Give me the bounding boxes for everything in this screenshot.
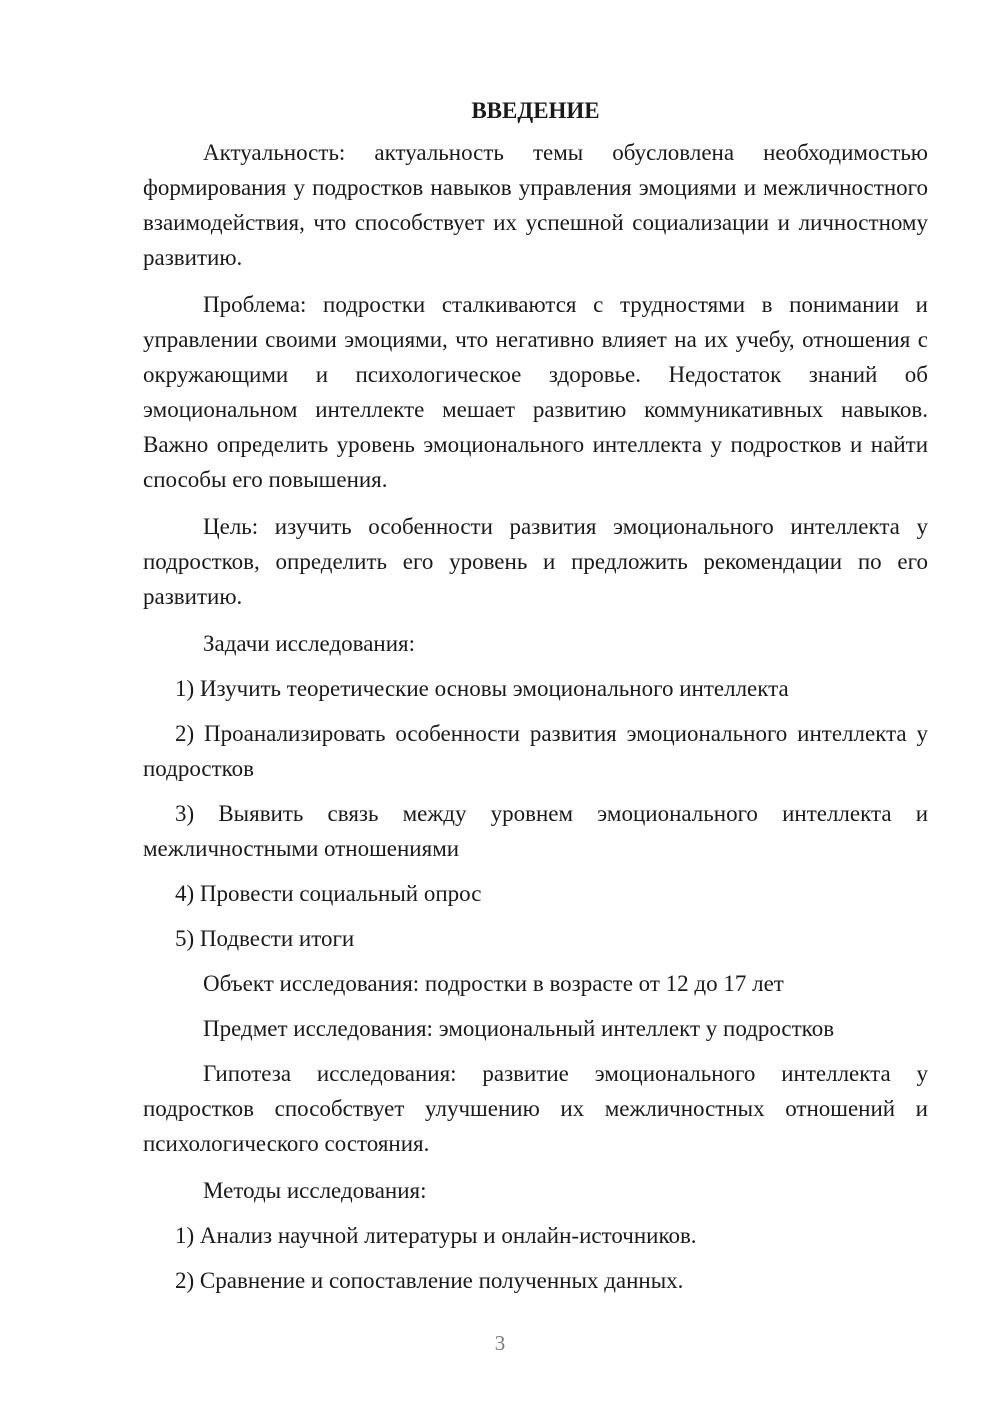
methods-heading: Методы исследования: — [203, 1178, 427, 1203]
task-item: 4) Провести социальный опрос — [175, 881, 482, 906]
subject-paragraph: Предмет исследования: эмоциональный интеллект у подростков — [203, 1016, 835, 1041]
problem-paragraph: Проблема: подростки сталкиваются с трудностями в понимании и управлении своими эмоциями, что негативно влияет на их учебу, отношения с окружающими и психологическое здоровье. Недостаток знаний об эмоциональном интеллекте мешает развитию коммуникативных навыков. Важно определить уровень эмоционального интеллекта у подростков и найти способы его повышения. — [143, 292, 928, 492]
task-item: 2) Проанализировать особенности развития эмоционального интеллекта у подростков — [143, 721, 928, 781]
method-item: 2) Сравнение и сопоставление полученных данных. — [175, 1268, 684, 1293]
method-item: 1) Анализ научной литературы и онлайн-источников. — [175, 1223, 697, 1248]
task-item: 5) Подвести итоги — [175, 926, 355, 951]
section-title: ВВЕДЕНИЕ — [471, 98, 600, 123]
hypothesis-paragraph: Гипотеза исследования: развитие эмоционального интеллекта у подростков способствует улучшению их межличностных отношений и психологического состояния. — [143, 1061, 928, 1156]
relevance-paragraph: Актуальность: актуальность темы обусловлена необходимостью формирования у подростков навыков управления эмоциями и межличностного взаимодействия, что способствует их успешной социализации и личностному развитию. — [143, 140, 928, 270]
object-paragraph: Объект исследования: подростки в возрасте от 12 до 17 лет — [203, 971, 784, 996]
tasks-heading: Задачи исследования: — [203, 631, 416, 656]
task-item: 1) Изучить теоретические основы эмоционального интеллекта — [175, 676, 789, 701]
page-number: 3 — [494, 1331, 506, 1355]
task-item: 3) Выявить связь между уровнем эмоционального интеллекта и межличностными отношениями — [143, 801, 928, 861]
page-body — [143, 96, 928, 1298]
goal-paragraph: Цель: изучить особенности развития эмоционального интеллекта у подростков, определить его уровень и предложить рекомендации по его развитию. — [143, 514, 928, 609]
